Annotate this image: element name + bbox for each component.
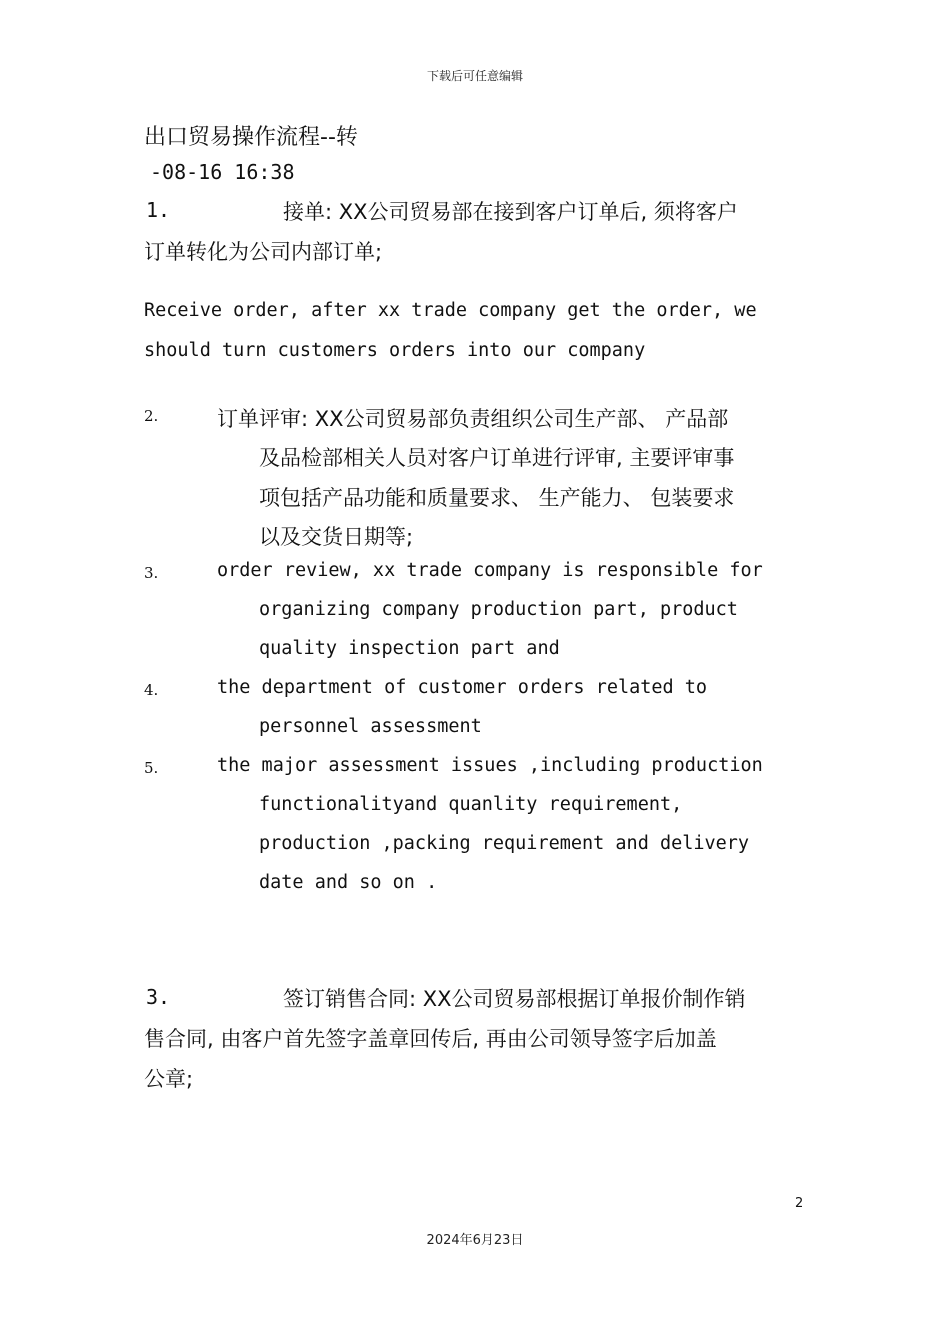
document-title: 出口贸易操作流程--转	[144, 125, 358, 150]
step-1-text: 接单: XX公司贸易部在接到客户订单后, 须将客户	[283, 200, 738, 224]
page-number: 2	[795, 1196, 804, 1211]
page-header: 下载后可任意编辑	[426, 69, 523, 83]
list-item-line: 以及交货日期等;	[259, 525, 414, 549]
step-3-number: 3.	[146, 985, 171, 1009]
list-item-number: 3.	[144, 564, 159, 582]
list-item-line: 订单评审: XX公司贸易部负责组织公司生产部、 产品部	[217, 407, 729, 431]
page-footer: 2024年6月23日	[426, 1233, 524, 1248]
step-3-text: 签订销售合同: XX公司贸易部根据订单报价制作销	[283, 987, 746, 1011]
english-paragraph-line-2: should turn customers orders into our company	[144, 340, 646, 361]
list-item-line: personnel assessment	[259, 716, 482, 737]
list-item-line: 项包括产品功能和质量要求、 生产能力、 包装要求	[259, 486, 735, 510]
step-3-continuation: 售合同, 由客户首先签字盖章回传后, 再由公司领导签字后加盖	[144, 1027, 717, 1051]
step-3-continuation: 公章;	[144, 1067, 194, 1091]
list-item-line: the major assessment issues ,including production	[217, 755, 763, 776]
list-item-line: functionalityand quanlity requirement,	[259, 794, 683, 815]
list-item-line: order review, xx trade company is responsible for	[217, 560, 763, 581]
list-item-line: date and so on .	[259, 872, 438, 893]
timestamp: -08-16 16:38	[150, 160, 295, 184]
list-item-line: the department of customer orders related to	[217, 677, 708, 698]
list-item-number: 4.	[144, 681, 159, 699]
list-item-number: 5.	[144, 759, 159, 777]
list-item-line: quality inspection part and	[259, 638, 560, 659]
list-item-number: 2.	[144, 407, 159, 425]
list-item-line: 及品检部相关人员对客户订单进行评审, 主要评审事	[259, 446, 735, 470]
step-1-number: 1.	[146, 198, 171, 222]
list-item-line: production ,packing requirement and delivery	[259, 833, 750, 854]
step-1-continuation: 订单转化为公司内部订单;	[144, 240, 383, 264]
english-paragraph-line-1: Receive order, after xx trade company get the order, we	[144, 300, 757, 321]
list-item-line: organizing company production part, product	[259, 599, 738, 620]
